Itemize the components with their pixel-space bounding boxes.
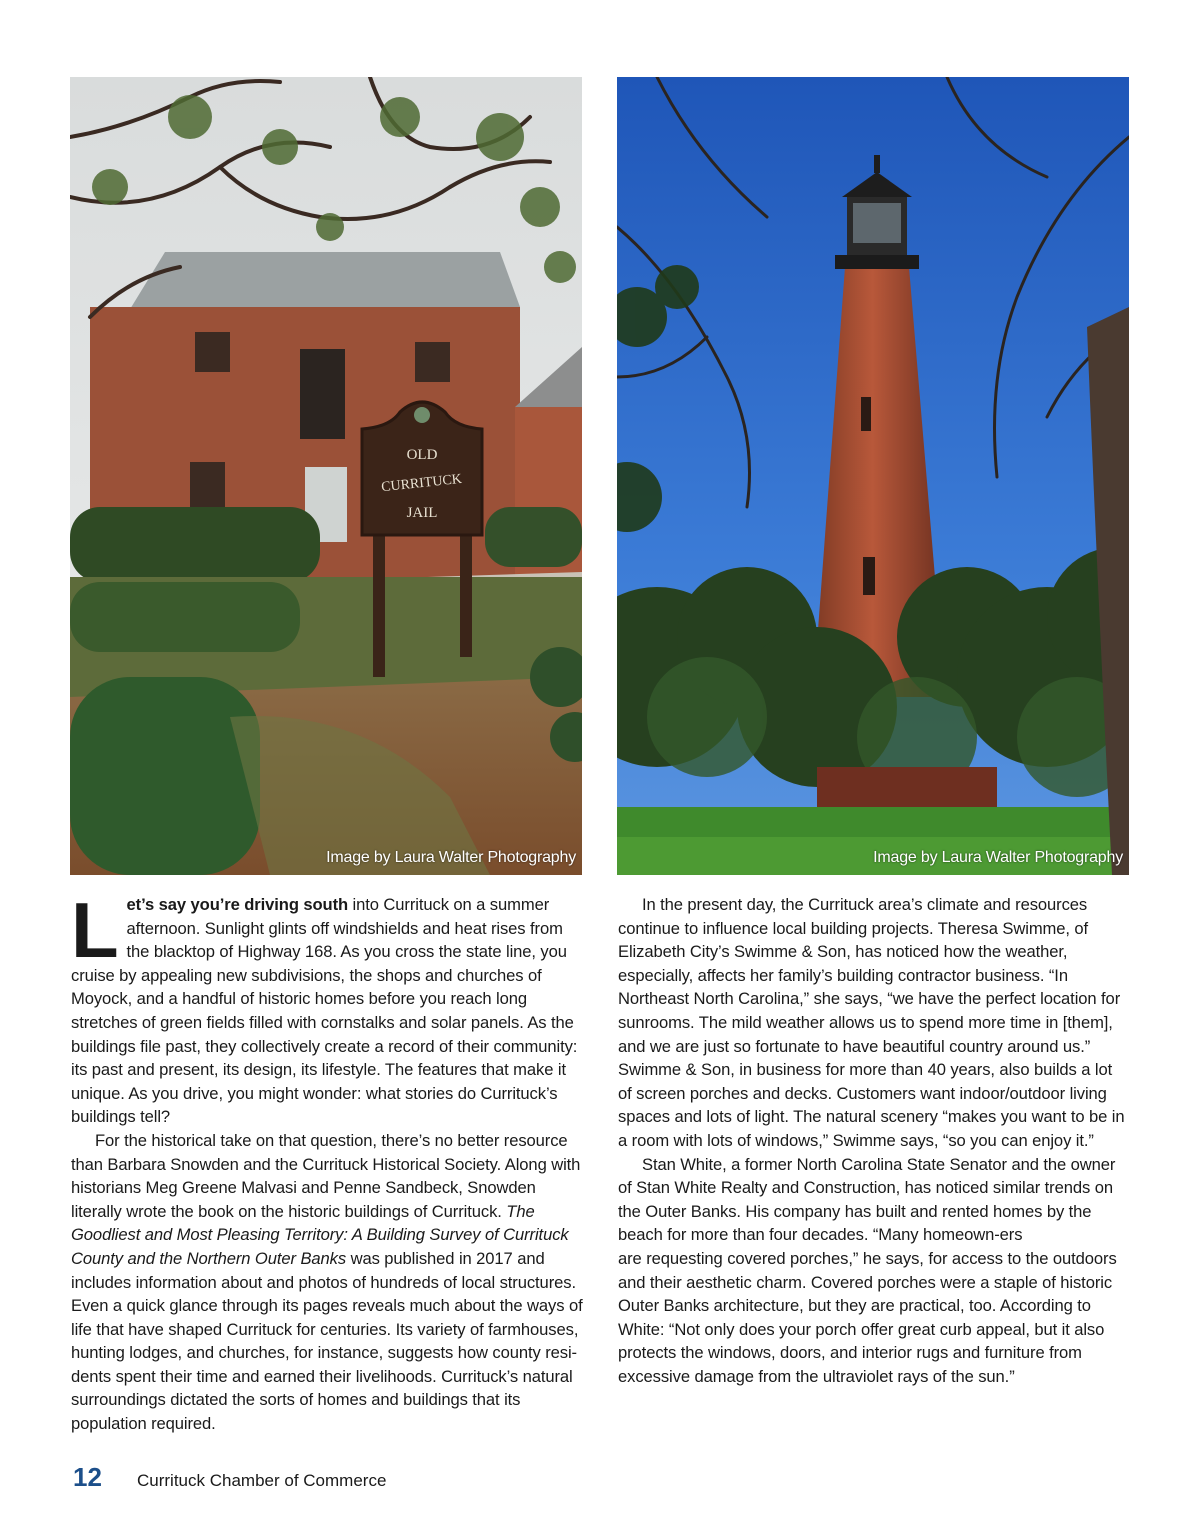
page-number: 12 (73, 1462, 102, 1492)
lighthouse-photo-illustration (617, 77, 1129, 875)
lead-in: et’s say you’re driving south (126, 895, 349, 914)
jail-photo (70, 77, 582, 875)
sign-text-old: OLD (406, 447, 438, 463)
photo-credit: Image by Laura Walter Photography (326, 849, 576, 866)
article-column-left (71, 886, 583, 1436)
paragraph-text: For the historical take on that question, there’s no better resource than Barbara Snowden and the Currituck Historical Society. Along with historians Meg Greene Malvasi and Penne Sandbeck, Snowden literally wrote the book on the historic buildings of Currituck. (71, 1130, 581, 1221)
lighthouse-photo (617, 77, 1129, 875)
book-title: The Goodliest and Most Pleasing Territory: A Building Survey of Currituck County and the Northern Outer Banks (71, 1201, 569, 1268)
paragraph-text: was published in 2017 and includes information about and photos of hundreds of local structures. Even a quick glance through its pages reveals much about the ways of life that have shaped Currituck for centuries. Its variety of farmhouses, hunting lodges, and churches, for instance, suggests how county resi-dents spent their time and earned their livelihoods. Currituck’s natural surroundings dictated the sorts of homes and buildings that its population required. (71, 1248, 583, 1434)
page-footer (73, 1462, 386, 1492)
article-paragraph: Stan White, a former North Carolina State Senator and the owner of Stan White Realty and Construction, has noticed similar trends on the Outer Banks. His company has built and rented homes by the beach for more than four decades. “Many homeown-ers (618, 1154, 1116, 1245)
article-paragraph (71, 886, 583, 1129)
article-paragraph: are requesting covered porches,” he says, for access to the outdoors and their aesthetic charm. Covered porches were a staple of historic Outer Banks architecture, but they are practical, too. According to White: “Not only does your porch offer great curb appeal, but it also protects the windows, doors, and interior rugs and furniture from excessive damage from the ultraviolet rays of the sun.” (618, 1248, 1117, 1386)
paragraph-text: into Currituck on a summer afternoon. Sunlight glints off windshields and heat rises from the blacktop of Highway 168. As you cross the state line, you cruise by appealing new subdivisions, the shops and churches of Moyock, and a handful of historic homes before you reach long stretches of green fields filled with cornstalks and solar panels. As the buildings file past, they collectively create a record of their community: its past and present, its design, its lifestyle. The features that make it unique. As you drive, you might wonder: what stories do Currituck’s buildings tell? (71, 895, 578, 1127)
drop-cap: L (71, 886, 119, 974)
article-paragraph (71, 1129, 583, 1436)
article-paragraph: In the present day, the Currituck area’s climate and resources continue to influence local building projects. Theresa Swimme, of Elizabeth City’s Swimme & Son, has noticed how the weather, especially, affects her family’s building contractor business. “In Northeast North Carolina,” she says, “we have the perfect location for sunrooms. The mild weather allows us to spend more time in [them], and we are just so fortunate to have beautiful country around us.” Swimme & Son, in business for more than 40 years, also builds a lot of screen porches and decks. Customers want indoor/outdoor living spaces and lots of light. The natural scenery “makes you want to be in a room with lots of windows,” Swimme says, “so you can enjoy it.” (618, 895, 1125, 1150)
sign-text-currituck: CURRITUCK (380, 471, 463, 496)
jail-photo-illustration (70, 77, 582, 875)
photo-credit: Image by Laura Walter Photography (873, 849, 1123, 866)
article-column-right (618, 893, 1130, 1388)
publication-name: Currituck Chamber of Commerce (137, 1471, 387, 1490)
sign-text-jail: JAIL (406, 505, 438, 521)
